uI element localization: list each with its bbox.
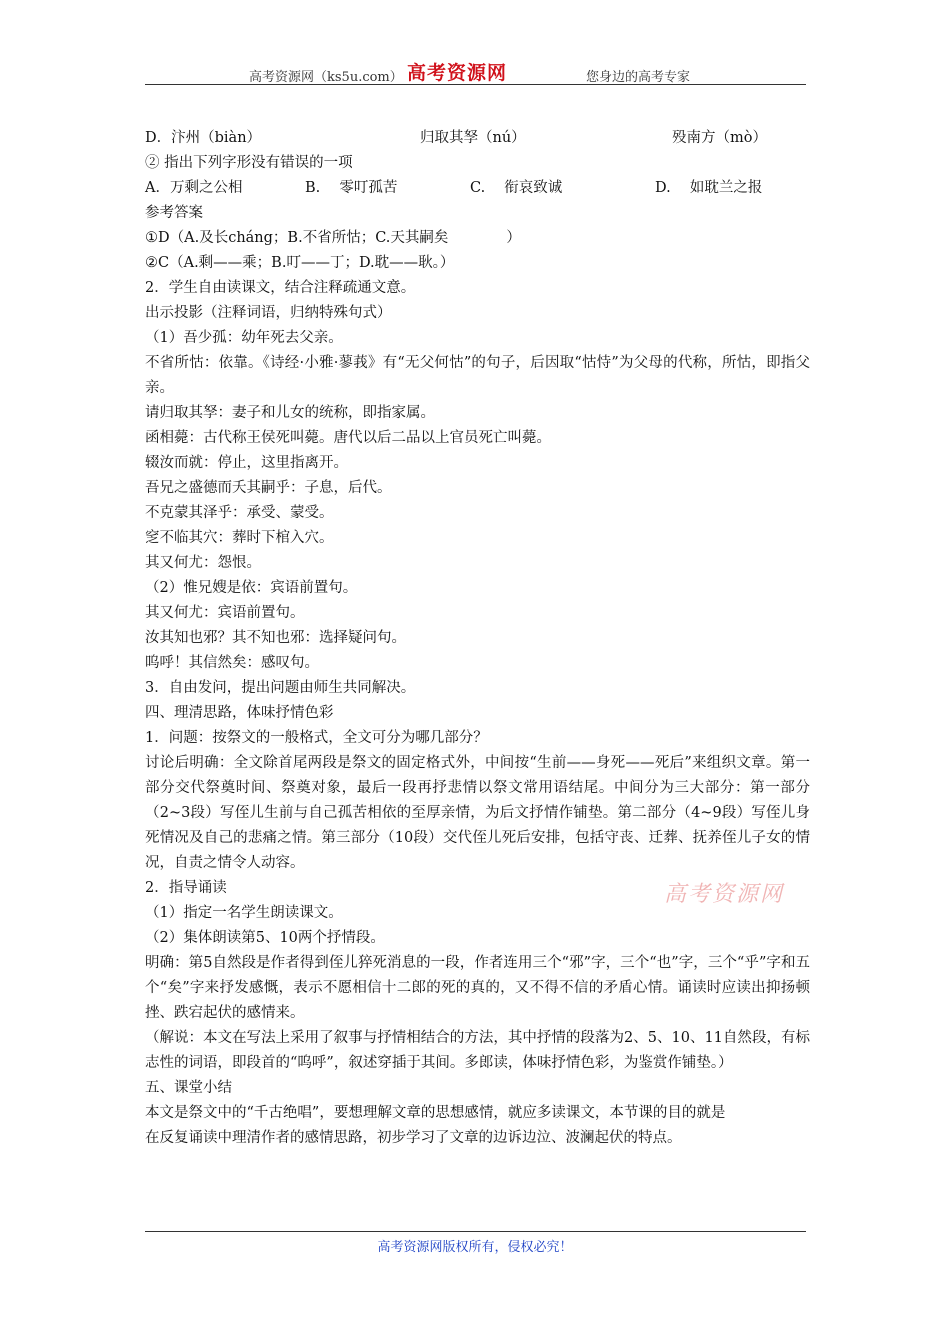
header-logo: 高考资源网 <box>407 62 508 84</box>
section-4-heading: 四、理清思路，体味抒情色彩 <box>145 705 334 721</box>
discussion-paragraph: 讨论后明确：全文除首尾两段是祭文的固定格式外，中间按“生前——身死——死后”来组织文章。第一部分交代祭奠时间、祭奠对象，最后一段再抒悲情以祭文常用语结尾。中间分为三大部分：第一部分（2~3段）写侄儿生前与自己孤苦相依的至厚亲情，为后文抒情作铺垫。第二部分（4~9段）写侄儿身死情况及自己的悲痛之情。第三部分（10段）交代侄儿死后安排，包括守丧、迁葬、抚养侄儿子女的情况，自责之情令人动容。 <box>145 755 810 871</box>
question-2: ② 指出下列字形没有错误的一项 <box>145 155 353 171</box>
note-1: （1）吾少孤：幼年死去父亲。 <box>145 330 343 346</box>
document-body <box>145 126 810 1151</box>
summary-line-2: 在反复诵读中理清作者的感情思路，初步学习了文章的边诉边泣、波澜起伏的特点。 <box>145 1130 682 1146</box>
q2-option-c: C. 衔哀致诚 <box>470 180 563 196</box>
option-row-d <box>145 126 810 151</box>
step-2: 2．学生自由读课文，结合注释疏通文意。 <box>145 280 416 296</box>
note-hong: 函相薨：古代称王侯死叫薨。唐代以后二品以上官员死亡叫薨。 <box>145 430 551 446</box>
header-site-name: 高考资源网（ks5u.com） <box>249 70 403 85</box>
note-bian: 窆不临其穴：葬时下棺入穴。 <box>145 530 334 546</box>
watermark-stamp: 高考资源网 <box>664 882 785 907</box>
syntax-4: 呜呼！其信然矣：感叹句。 <box>145 655 319 671</box>
option-d-item-2: 归取其孥（nú） <box>420 130 526 146</box>
commentary-paragraph: （解说：本文在写法上采用了叙事与抒情相结合的方法，其中抒情的段落为2、5、10、11自然段，有标志性的词语，即段首的“呜呼”，叙述穿插于其间。多郎读，体味抒情色彩，为鉴赏作铺垫。） <box>145 1030 810 1071</box>
note-si: 吾兄之盛德而夭其嗣乎：子息，后代。 <box>145 480 392 496</box>
syntax-2: 其又何尤：宾语前置句。 <box>145 605 305 621</box>
q2-option-b: B. 零叮孤苦 <box>305 180 398 196</box>
note-meng: 不克蒙其泽乎：承受、蒙受。 <box>145 505 334 521</box>
page-footer: 高考资源网版权所有，侵权必究！ <box>377 1240 573 1255</box>
syntax-3: 汝其知也邪？其不知也邪：选择疑问句。 <box>145 630 406 646</box>
section-5-heading: 五、课堂小结 <box>145 1080 232 1096</box>
answer-heading: 参考答案 <box>145 205 203 221</box>
answer-2: ②C（A.剩——乘；B.叮——丁；D.耽——耿。） <box>145 255 455 271</box>
question-2-options <box>145 176 810 201</box>
note-suo-hu: 不省所怙：依靠。《诗经·小雅·蓼莪》有“无父何怙”的句子，后因取“怙恃”为父母的代称，所怙，即指父亲。 <box>145 355 810 396</box>
syntax-1: （2）惟兄嫂是依：宾语前置句。 <box>145 580 358 596</box>
footer-divider <box>145 1231 806 1232</box>
note-you: 其又何尤：怨恨。 <box>145 555 261 571</box>
note-chuo: 辍汝而就：停止，这里指离开。 <box>145 455 348 471</box>
option-d-item-3: 殁南方（mò） <box>672 130 767 146</box>
question-structure: 1．问题：按祭文的一般格式，全文可分为哪几部分？ <box>145 730 488 746</box>
reading-guide-heading: 2．指导诵读 <box>145 880 227 896</box>
reading-guide-2: （2）集体朗读第5、10两个抒情段。 <box>145 930 385 946</box>
header-slogan: 您身边的高考专家 <box>586 70 691 85</box>
q2-option-d: D. 如耽兰之报 <box>655 180 763 196</box>
option-d-item-1: D．汴州（biàn） <box>145 130 262 146</box>
note-nu: 请归取其孥：妻子和儿女的统称，即指家属。 <box>145 405 435 421</box>
summary-line-1: 本文是祭文中的“千古绝唱”，要想理解文章的思想感情，就应多读课文，本节课的目的就是 <box>145 1105 726 1121</box>
step-3: 3．自由发问，提出问题由师生共同解决。 <box>145 680 416 696</box>
q2-option-a: A．万剩之公相 <box>145 180 243 196</box>
clarification-paragraph: 明确：第5自然段是作者得到侄儿猝死消息的一段，作者连用三个“邪”字，三个“也”字，三个“乎”字和五个“矣”字来抒发感慨，表示不愿相信十二郎的死的真的，又不得不信的矛盾心情。诵读时应读出抑扬顿挫、跌宕起伏的感情来。 <box>145 955 810 1021</box>
answer-1: ①D（A.及长cháng；B.不省所怙；C.天其嗣矣 ） <box>145 230 521 246</box>
reading-guide-1: （1）指定一名学生朗读课文。 <box>145 905 343 921</box>
projection-note: 出示投影（注释词语，归纳特殊句式） <box>145 305 392 321</box>
page-header <box>145 58 806 85</box>
